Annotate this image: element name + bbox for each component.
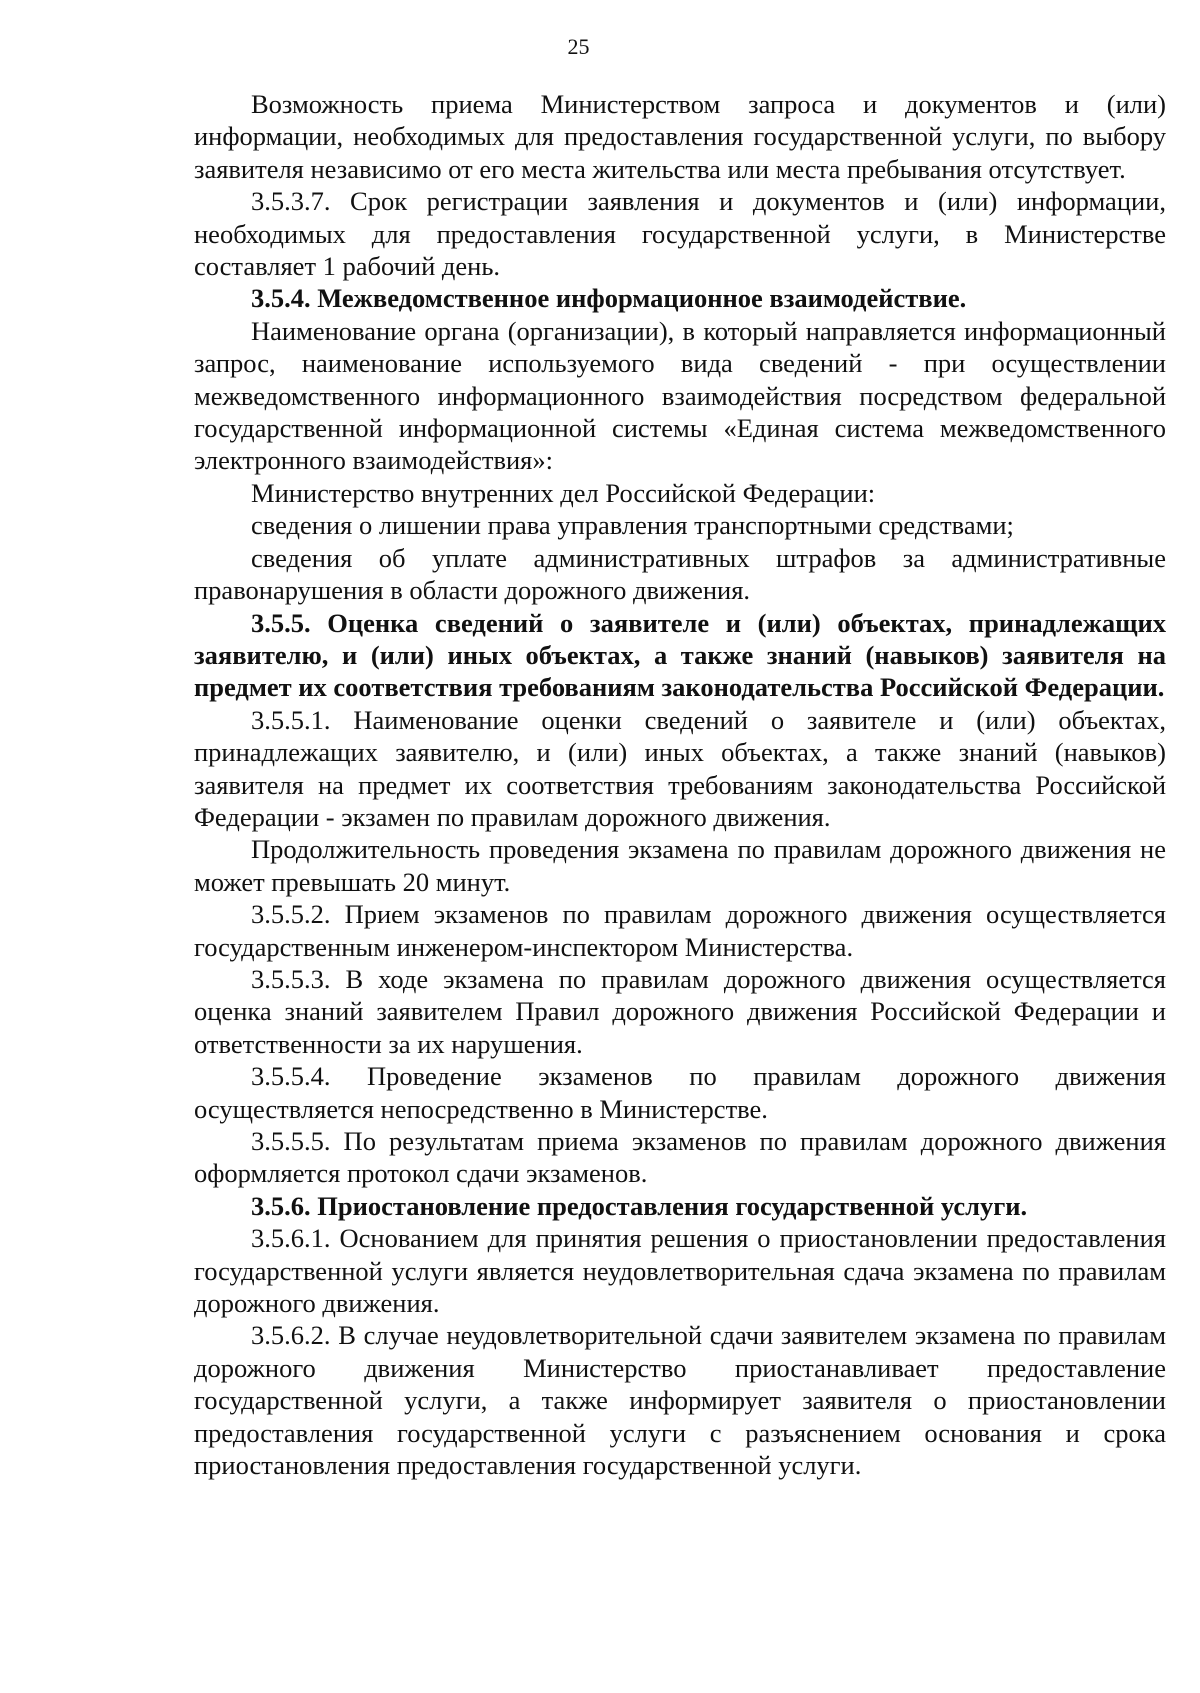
section-heading: 3.5.4. Межведомственное информационное взаимодействие. [251, 283, 967, 314]
paragraph: Возможность приема Министерством запроса и документов и (или) информации, необходимых для предоставления государственной услуги, по выбору заявителя независимо от его места жительства или места пребывания отсутствует. [194, 89, 1166, 184]
paragraph: 3.5.6.2. В случае неудовлетворительной сдачи заявителем экзамена по правилам дорожного движения Министерство приостанавливает предоставление государственной услуги, а также информирует заявителя о приостановлении предоставления государственной услуги с разъяснением основания и срока приостановления предоставления государственной услуги. [194, 1320, 1166, 1481]
paragraph: Наименование органа (организации), в который направляется информационный запрос, наименование используемого вида сведений - при осуществлении межведомственного информационного взаимодействия посредством федеральной государственной информационной системы «Единая система межведомственного электронного взаимодействия»: [194, 315, 1166, 476]
document-body [194, 88, 1166, 1481]
paragraph: Министерство внутренних дел Российской Федерации: [251, 477, 876, 508]
paragraph: Продолжительность проведения экзамена по правилам дорожного движения не может превышать 20 минут. [194, 834, 1166, 897]
paragraph: 3.5.6.1. Основанием для принятия решения о приостановлении предоставления государственной услуги является неудовлетворительная сдача экзамена по правилам дорожного движения. [194, 1223, 1166, 1319]
paragraph: 3.5.5.1. Наименование оценки сведений о заявителе и (или) объектах, принадлежащих заявителю, и (или) иных объектах, а также знаний (навыков) заявителя на предмет их соответствия требованиям законодательства Российской Федерации - экзамен по правилам дорожного движения. [194, 704, 1166, 832]
paragraph: 3.5.5.4. Проведение экзаменов по правилам дорожного движения осуществляется непосредственно в Министерстве. [194, 1061, 1166, 1124]
paragraph: 3.5.5.3. В ходе экзамена по правилам дорожного движения осуществляется оценка знаний заявителем Правил дорожного движения Российской Федерации и ответственности за их нарушения. [194, 963, 1166, 1059]
paragraph: 3.5.3.7. Срок регистрации заявления и документов и (или) информации, необходимых для предоставления государственной услуги, в Министерстве составляет 1 рабочий день. [194, 186, 1166, 282]
paragraph: 3.5.5.5. По результатам приема экзаменов по правилам дорожного движения оформляется протокол сдачи экзаменов. [194, 1126, 1166, 1189]
page-number: 25 [567, 34, 590, 59]
section-heading: 3.5.6. Приостановление предоставления государственной услуги. [251, 1190, 1028, 1221]
paragraph: 3.5.5.2. Прием экзаменов по правилам дорожного движения осуществляется государственным инженером-инспектором Министерства. [194, 899, 1166, 962]
section-heading: 3.5.5. Оценка сведений о заявителе и (или) объектах, принадлежащих заявителю, и (или) иных объектах, а также знаний (навыков) заявителя на предмет их соответствия требованиям законодательства Российской Федерации. [194, 607, 1166, 703]
paragraph: сведения о лишении права управления транспортными средствами; [251, 510, 1014, 541]
paragraph: сведения об уплате административных штрафов за административные правонарушения в области дорожного движения. [194, 542, 1166, 606]
